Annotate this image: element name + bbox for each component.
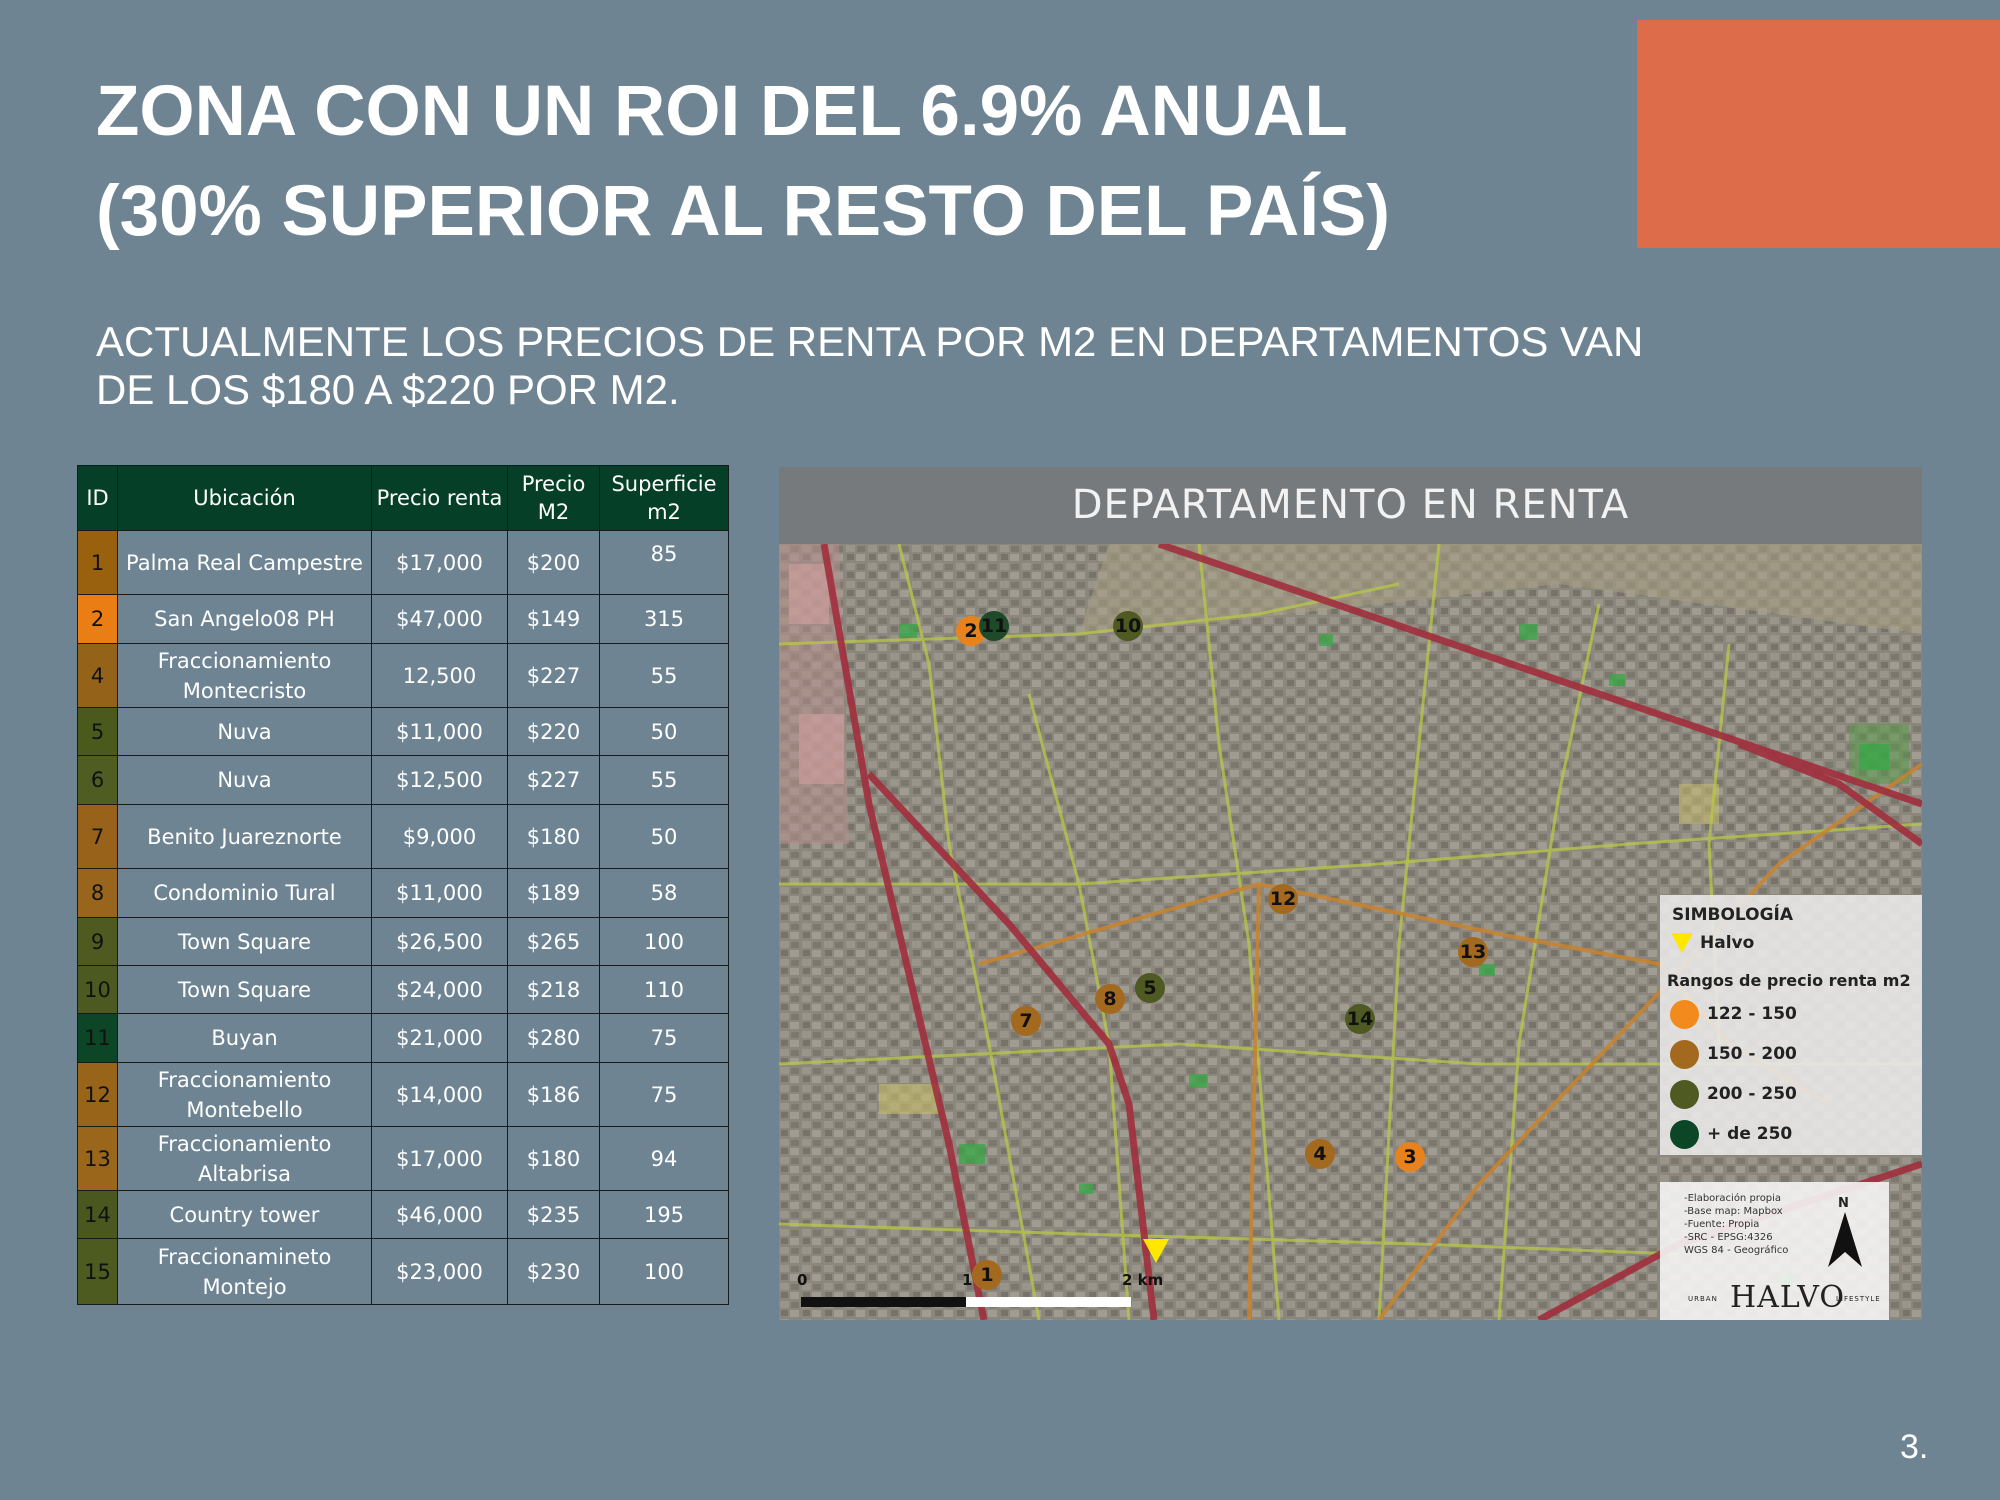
rent-cell: $23,000 [372,1239,508,1305]
legend-title: SIMBOLOGÍA [1672,905,1794,925]
table-row [78,1239,729,1305]
column-header: Precio renta [372,466,508,531]
credit-line: -SRC - EPSG:4326 [1684,1232,1773,1243]
table-header-row [78,466,729,531]
area-cell: 100 [600,1239,729,1305]
map-marker-1: 1 [972,1260,1002,1290]
table-row [78,595,729,644]
id-cell: 6 [78,756,118,805]
rent-cell: $46,000 [372,1191,508,1239]
rent-cell: $9,000 [372,805,508,869]
id-cell: 4 [78,644,118,708]
id-cell: 14 [78,1191,118,1239]
table-row [78,756,729,805]
legend-dot [1670,1120,1699,1149]
brand-logo: HALVO [1730,1280,1845,1315]
brand-urban: URBAN [1688,1295,1718,1303]
scale-label: 1 [962,1271,973,1289]
location-cell: Fraccionamiento Montecristo [118,644,372,708]
area-cell: 55 [600,756,729,805]
price-m2-cell: $200 [508,531,600,595]
area-cell: 100 [600,918,729,966]
map-marker-10: 10 [1113,611,1143,641]
legend-range-label: 122 - 150 [1707,1004,1797,1024]
north-arrow-icon [1828,1212,1862,1267]
halvo-triangle-icon [1671,933,1693,953]
location-cell: Palma Real Campestre [118,531,372,595]
title-line: ZONA CON UN ROI DEL 6.9% ANUAL [96,72,1348,151]
page-title [96,62,1390,262]
credit-line: WGS 84 - Geográfico [1684,1245,1789,1256]
area-cell: 195 [600,1191,729,1239]
rent-cell: $24,000 [372,966,508,1014]
rent-map [779,467,1922,1320]
price-m2-cell: $149 [508,595,600,644]
location-cell: Fraccionamiento Montebello [118,1063,372,1127]
page-number: 3. [1900,1428,1929,1466]
id-cell: 13 [78,1127,118,1191]
id-cell: 7 [78,805,118,869]
table-row [78,1014,729,1063]
table-row [78,1127,729,1191]
area-cell: 75 [600,1063,729,1127]
map-marker-3: 3 [1395,1142,1425,1172]
price-m2-cell: $280 [508,1014,600,1063]
table-row [78,805,729,869]
table-row [78,708,729,756]
location-cell: Country tower [118,1191,372,1239]
location-cell: Benito Juareznorte [118,805,372,869]
price-m2-cell: $218 [508,966,600,1014]
table-row [78,1191,729,1239]
subtitle-line: ACTUALMENTE LOS PRECIOS DE RENTA POR M2 EN DEPARTAMENTOS VAN [96,318,1644,365]
credit-line: -Elaboración propia [1684,1193,1782,1204]
legend-dot [1670,1080,1699,1109]
scale-bar [801,1297,1131,1307]
column-header: Precio M2 [508,466,600,531]
brand-lifestyle: LIFESTYLE [1836,1295,1881,1303]
id-cell: 8 [78,869,118,918]
map-marker-12: 12 [1268,884,1298,914]
legend-ranges-title: Rangos de precio renta m2 [1667,971,1911,990]
scale-label: 2 km [1122,1271,1164,1289]
credit-lines [1684,1192,1788,1257]
map-marker-7: 7 [1011,1006,1041,1036]
location-cell: Nuva [118,708,372,756]
price-m2-cell: $235 [508,1191,600,1239]
id-cell: 2 [78,595,118,644]
credit-line: -Fuente: Propia [1684,1219,1760,1230]
rent-cell: $11,000 [372,708,508,756]
column-header: ID [78,466,118,531]
legend-range-label: 150 - 200 [1707,1044,1797,1064]
page-subtitle [96,318,1643,414]
area-cell: 75 [600,1014,729,1063]
table-row [78,531,729,595]
table-row [78,918,729,966]
map-marker-11: 11 [979,611,1009,641]
location-cell: San Angelo08 PH [118,595,372,644]
area-cell: 94 [600,1127,729,1191]
column-header: Ubicación [118,466,372,531]
map-marker-14: 14 [1345,1004,1375,1034]
map-marker-8: 8 [1095,984,1125,1014]
id-cell: 15 [78,1239,118,1305]
price-m2-cell: $227 [508,756,600,805]
legend-dot [1670,1000,1699,1029]
rent-cell: $11,000 [372,869,508,918]
legend-halvo-label: Halvo [1700,933,1755,953]
price-m2-cell: $186 [508,1063,600,1127]
area-cell: 55 [600,644,729,708]
area-cell: 85 [600,531,729,595]
location-cell: Buyan [118,1014,372,1063]
rent-cell: $47,000 [372,595,508,644]
price-m2-cell: $189 [508,869,600,918]
price-m2-cell: $227 [508,644,600,708]
title-line: (30% SUPERIOR AL RESTO DEL PAÍS) [96,172,1391,251]
legend-range-label: + de 250 [1707,1124,1793,1144]
id-cell: 9 [78,918,118,966]
rent-cell: $17,000 [372,531,508,595]
column-header: Superficie m2 [600,466,729,531]
price-m2-cell: $220 [508,708,600,756]
area-cell: 315 [600,595,729,644]
map-credits [1660,1182,1889,1320]
area-cell: 50 [600,708,729,756]
subtitle-line: DE LOS $180 A $220 POR M2. [96,366,680,413]
rent-cell: $21,000 [372,1014,508,1063]
rent-cell: $12,500 [372,756,508,805]
id-cell: 10 [78,966,118,1014]
table-row [78,966,729,1014]
map-marker-13: 13 [1458,937,1488,967]
north-label: N [1838,1196,1849,1211]
credit-line: -Base map: Mapbox [1684,1206,1783,1217]
scale-label: 0 [797,1271,808,1289]
rent-table [77,465,729,1305]
area-cell: 58 [600,869,729,918]
location-cell: Fraccionamiento Altabrisa [118,1127,372,1191]
location-cell: Condominio Tural [118,869,372,918]
rent-cell: $26,500 [372,918,508,966]
price-m2-cell: $265 [508,918,600,966]
location-cell: Town Square [118,966,372,1014]
price-m2-cell: $230 [508,1239,600,1305]
legend-range-label: 200 - 250 [1707,1084,1797,1104]
price-m2-cell: $180 [508,1127,600,1191]
id-cell: 1 [78,531,118,595]
rent-cell: $14,000 [372,1063,508,1127]
map-legend [1660,895,1922,1155]
table-row [78,644,729,708]
area-cell: 50 [600,805,729,869]
table-body [78,531,729,1305]
id-cell: 5 [78,708,118,756]
table-row [78,1063,729,1127]
area-cell: 110 [600,966,729,1014]
map-marker-4: 4 [1305,1139,1335,1169]
map-marker-5: 5 [1135,973,1165,1003]
location-cell: Town Square [118,918,372,966]
id-cell: 12 [78,1063,118,1127]
rent-cell: $17,000 [372,1127,508,1191]
map-marker-2: 2 [956,616,986,646]
table-row [78,869,729,918]
accent-block [1637,20,2000,248]
price-m2-cell: $180 [508,805,600,869]
rent-cell: 12,500 [372,644,508,708]
id-cell: 11 [78,1014,118,1063]
legend-dot [1670,1040,1699,1069]
map-header: DEPARTAMENTO EN RENTA [779,467,1922,544]
location-cell: Nuva [118,756,372,805]
location-cell: Fraccionamineto Montejo [118,1239,372,1305]
halvo-location-marker [1143,1239,1169,1263]
